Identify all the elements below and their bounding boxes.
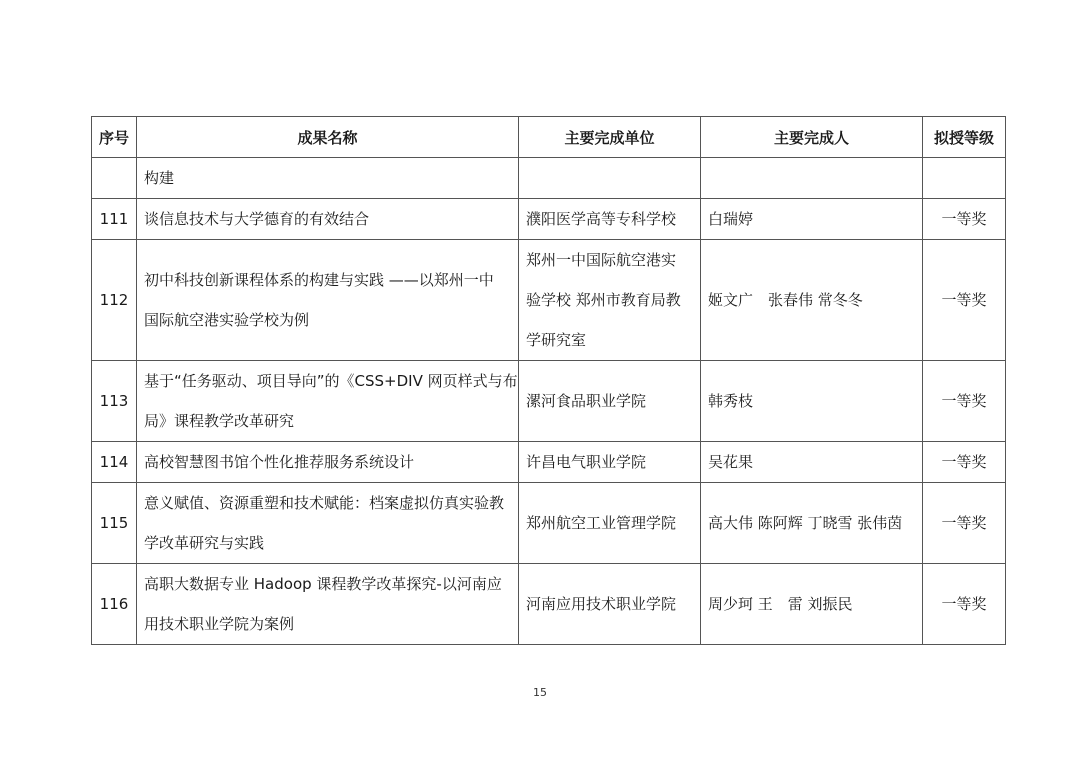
cell-unit-line: 许昌电气职业学院 [526, 453, 647, 471]
table-row [92, 361, 1006, 442]
cell-project-name-line: 学改革研究与实践 [144, 534, 265, 552]
cell-award-level: 一等奖 [923, 442, 1006, 483]
cell-award-level [923, 158, 1006, 199]
cell-award-level: 一等奖 [923, 199, 1006, 240]
cell-people [701, 564, 923, 645]
cell-people [701, 483, 923, 564]
cell-number: 113 [92, 361, 137, 442]
cell-unit [519, 361, 701, 442]
table-header-row [92, 117, 1006, 158]
cell-project-name [137, 199, 519, 240]
table-row [92, 199, 1006, 240]
table-row [92, 442, 1006, 483]
cell-unit-line: 验学校 郑州市教育局教 [526, 291, 681, 309]
cell-award-level: 一等奖 [923, 564, 1006, 645]
header-name: 成果名称 [137, 117, 519, 158]
cell-unit [519, 564, 701, 645]
cell-number: 114 [92, 442, 137, 483]
header-level: 拟授等级 [923, 117, 1006, 158]
cell-people-line: 姬文广 张春伟 常冬冬 [708, 291, 863, 309]
cell-people [701, 442, 923, 483]
cell-project-name-line: 用技术职业学院为案例 [144, 615, 295, 633]
cell-people [701, 199, 923, 240]
cell-people [701, 361, 923, 442]
cell-unit [519, 483, 701, 564]
cell-project-name-line: 高校智慧图书馆个性化推荐服务系统设计 [144, 453, 415, 471]
cell-unit [519, 240, 701, 361]
cell-number [92, 158, 137, 199]
cell-people [701, 158, 923, 199]
cell-unit-line: 学研究室 [526, 331, 587, 349]
cell-unit-line: 郑州航空工业管理学院 [526, 514, 677, 532]
cell-unit-line: 郑州一中国际航空港实 [526, 251, 677, 269]
cell-number: 111 [92, 199, 137, 240]
table-row [92, 240, 1006, 361]
header-people: 主要完成人 [701, 117, 923, 158]
table-row [92, 564, 1006, 645]
cell-unit-line: 河南应用技术职业学院 [526, 595, 677, 613]
cell-project-name [137, 240, 519, 361]
cell-unit-line: 濮阳医学高等专科学校 [526, 210, 677, 228]
cell-people-line: 韩秀枝 [708, 392, 754, 410]
table-body [92, 158, 1006, 645]
cell-people-line: 白瑞婷 [708, 210, 754, 228]
cell-project-name-line: 意义赋值、资源重塑和技术赋能：档案虚拟仿真实验教 [144, 494, 505, 512]
cell-number: 112 [92, 240, 137, 361]
cell-award-level: 一等奖 [923, 483, 1006, 564]
cell-project-name-line: 谈信息技术与大学德育的有效结合 [144, 210, 370, 228]
cell-people-line: 周少珂 王 雷 刘振民 [708, 595, 853, 613]
cell-people [701, 240, 923, 361]
cell-unit [519, 158, 701, 199]
cell-award-level: 一等奖 [923, 240, 1006, 361]
cell-project-name [137, 442, 519, 483]
cell-people-line: 吴花果 [708, 453, 754, 471]
cell-project-name [137, 564, 519, 645]
table-row [92, 483, 1006, 564]
cell-number: 115 [92, 483, 137, 564]
table-row [92, 158, 1006, 199]
header-no: 序号 [92, 117, 137, 158]
header-unit: 主要完成单位 [519, 117, 701, 158]
awards-table [91, 116, 1006, 645]
cell-project-name-line: 高职大数据专业 Hadoop 课程教学改革探究-以河南应 [144, 575, 502, 593]
page-number: 15 [533, 686, 547, 699]
cell-project-name [137, 361, 519, 442]
cell-project-name [137, 158, 519, 199]
cell-number: 116 [92, 564, 137, 645]
cell-people-line: 高大伟 陈阿辉 丁晓雪 张伟茵 [708, 514, 903, 532]
cell-unit [519, 442, 701, 483]
cell-project-name-line: 基于“任务驱动、项目导向”的《CSS+DIV 网页样式与布 [144, 372, 518, 390]
cell-award-level: 一等奖 [923, 361, 1006, 442]
cell-project-name-line: 构建 [144, 169, 175, 187]
cell-project-name-line: 初中科技创新课程体系的构建与实践 ——以郑州一中 [144, 271, 494, 289]
cell-unit-line: 漯河食品职业学院 [526, 392, 647, 410]
cell-project-name-line: 局》课程教学改革研究 [144, 412, 295, 430]
cell-project-name-line: 国际航空港实验学校为例 [144, 311, 310, 329]
cell-unit [519, 199, 701, 240]
cell-project-name [137, 483, 519, 564]
